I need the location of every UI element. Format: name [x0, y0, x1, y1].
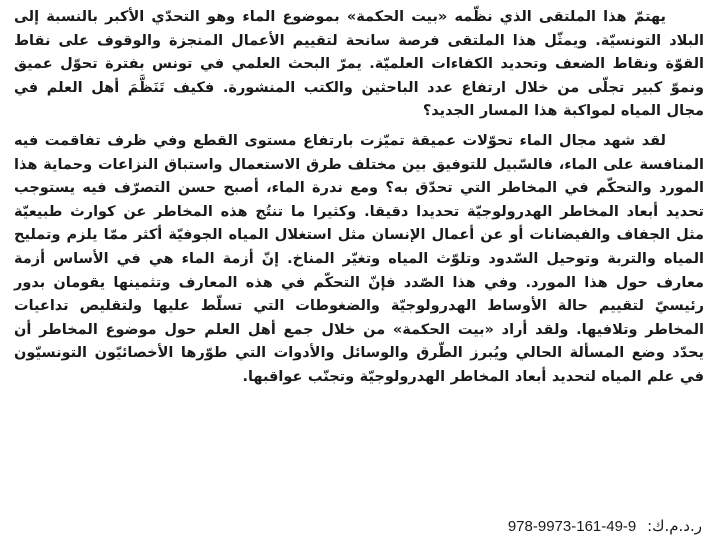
- isbn-line: [508, 515, 702, 538]
- paragraph-intro: يهتمّ هذا الملتقى الذي نظّمه «بيت الحكمة» بموضوع الماء وهو التحدّي الأكبر بالنسبة إلى البلاد التونسيّة. ويمثّل هذا الملتقى فرصة سانحة لتقييم الأعمال المنجزة والوقوف على نقاط القوّة ونقاط الضعف وتحديد الكفاءات العلميّة. يمرّ البحث العلمي في تونس بفترة تحوّل عميق ونموّ كبير تجلّى من خلال ارتفاع عدد الباحثين والكتب المنشورة. فكيف تَنَظَّمَ أهل العلم في مجال المياه لمواكبة هذا المسار الجديد؟: [14, 9, 704, 120]
- paragraph-water-risks: لقد شهد مجال الماء تحوّلات عميقة تميّزت بارتفاع مستوى القطع وفي ظرف تفاقمت فيه المنافسة على الماء، فالسّبيل للتوفيق بين مختلف طرق الاستعمال واستباق النزاعات وحماية هذا المورد والتحكّم في المخاطر التي تحدّق به؟ ومع ندرة الماء، أصبح حسن التصرّف فيه يستوجب تحديد أبعاد المخاطر الهدرولوجيّة تحديدا دقيقا. وكثيرا ما تنتُج هذه المخاطر عن كوارث طبيعيّة مثل الجفاف والفيضانات أو عن أعمال الإنسان مثل استغلال المياه الجوفيّة أكثر ممّا يلزم وتمليح المياه والتربة وتوحيل السّدود وتلوّث المياه وتغيّر المناخ. إنّ أزمة الماء هي في الأساس أزمة معارف حول هذا المورد. وفي هذا الصّدد فإنّ التحكّم في هذه المعارف وتثمينها يقومان بدور رئيسيّ لتقييم حالة الأوساط الهدرولوجيّة والضغوطات التي تسلّط عليها ولتقليص تداعيات المخاطر وتلافيها. ولقد أراد «بيت الحكمة» من خلال جمع أهل العلم حول موضوع المخاطر أن يحدّد وضع المسألة الحالي ويُبرز الطّرق والوسائل والأدوات التي طوّرها الأخصائيّون التونسيّون في علم المياه لتحديد أبعاد المخاطر الهدرولوجيّة وتجنّب عواقبها.: [14, 132, 704, 385]
- isbn-label: ر.د.م.ك:: [647, 517, 702, 535]
- isbn-number: 978-9973-161-49-9: [507, 518, 637, 535]
- document-body: [14, 6, 704, 390]
